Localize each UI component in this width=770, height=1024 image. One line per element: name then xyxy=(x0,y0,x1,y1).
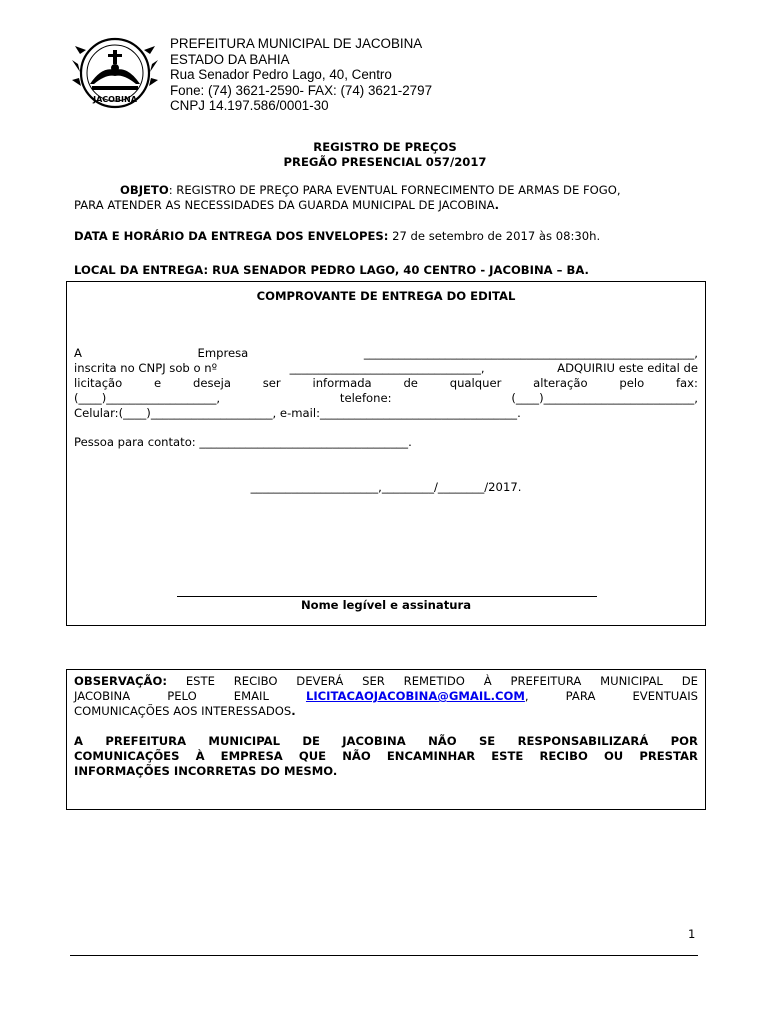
objeto-paragraph: OBJETO: REGISTRO DE PREÇO PARA EVENTUAL FORNECIMENTO DE ARMAS DE FOGO, PARA ATENDER AS NECESSIDADES DA GUARDA MUNICIPAL DE JACOBINA. xyxy=(74,183,621,212)
data-entrega-paragraph xyxy=(74,229,698,244)
cnpj-field[interactable]: _________________________________, xyxy=(289,361,485,375)
comprovante-box xyxy=(66,281,706,626)
date-line[interactable]: ______________________,_________/________/2017. xyxy=(250,480,522,494)
document-title xyxy=(70,140,700,170)
svg-text:JACOBINA: JACOBINA xyxy=(93,95,137,104)
form-row-celular-email[interactable]: Celular:(____)_____________________, e-mail:__________________________________. xyxy=(74,406,521,420)
obs-row-3: COMUNICAÇÕES AOS INTERESSADOS. xyxy=(74,704,296,718)
letterhead xyxy=(170,36,432,114)
warn-row-3: INFORMAÇÕES INCORRETAS DO MESMO. xyxy=(74,764,338,778)
municipal-seal-logo xyxy=(72,36,158,110)
objeto-text-2: PARA ATENDER AS NECESSIDADES DA GUARDA MUNICIPAL DE JACOBINA xyxy=(74,198,495,212)
comprovante-title: COMPROVANTE DE ENTREGA DO EDITAL xyxy=(256,289,516,303)
objeto-label: OBJETO xyxy=(120,183,169,197)
email-link[interactable]: LICITACAOJACOBINA@GMAIL.COM xyxy=(305,689,525,703)
telefone-field[interactable]: (____)__________________________, xyxy=(511,391,698,405)
data-entrega-label: DATA E HORÁRIO DA ENTREGA DOS ENVELOPES: xyxy=(74,229,389,243)
header-estado: ESTADO DA BAHIA xyxy=(170,51,290,67)
warn-row-2: COMUNICAÇÕES À EMPRESA QUE NÃO ENCAMINHAR ESTE RECIBO OU PRESTAR xyxy=(74,749,698,763)
title-pregao: PREGÃO PRESENCIAL 057/2017 xyxy=(283,155,487,169)
signature-line[interactable] xyxy=(177,596,597,597)
footer-divider xyxy=(70,955,698,956)
fax-field[interactable]: (____)___________________, xyxy=(74,391,221,405)
header-phone: Fone: (74) 3621-2590- FAX: (74) 3621-2797 xyxy=(170,82,433,98)
observacao-text xyxy=(74,674,698,719)
form-row-fax-telefone: (____)___________________, telefone: (____)__________________________, xyxy=(74,391,698,405)
obs-row-2: JACOBINA PELO EMAIL LICITACAOJACOBINA@GMAIL.COM, PARA EVENTUAIS xyxy=(74,689,698,703)
page-number: 1 xyxy=(688,927,696,941)
aviso-text xyxy=(74,734,698,779)
data-entrega-value: 27 de setembro de 2017 às 08:30h. xyxy=(388,229,601,243)
form-row-cnpj: inscrita no CNPJ sob o nº _________________________________, ADQUIRIU este edital de xyxy=(74,361,698,375)
observacao-box xyxy=(66,669,706,810)
title-registro: REGISTRO DE PREÇOS xyxy=(313,140,457,154)
signature-label: Nome legível e assinatura xyxy=(300,598,472,612)
obs-row-1: OBSERVAÇÃO: ESTE RECIBO DEVERÁ SER REMETIDO À PREFEITURA MUNICIPAL DE xyxy=(74,674,698,688)
header-address: Rua Senador Pedro Lago, 40, Centro xyxy=(170,67,392,83)
local-entrega: LOCAL DA ENTREGA: RUA SENADOR PEDRO LAGO, 40 CENTRO - JACOBINA – BA. xyxy=(74,263,589,277)
header-cnpj: CNPJ 14.197.586/0001-30 xyxy=(170,98,329,114)
form-row-empresa: A Empresa _________________________________________________________, xyxy=(74,346,698,360)
warn-row-1: A PREFEITURA MUNICIPAL DE JACOBINA NÃO SE RESPONSABILIZARÁ POR xyxy=(74,734,698,748)
header-prefeitura: PREFEITURA MUNICIPAL DE JACOBINA xyxy=(170,36,423,51)
objeto-text-1: : REGISTRO DE PREÇO PARA EVENTUAL FORNECIMENTO DE ARMAS DE FOGO, xyxy=(168,183,621,197)
form-row-licitacao: licitação e deseja ser informada de qualquer alteração pelo fax: xyxy=(74,376,698,390)
contato-field[interactable]: Pessoa para contato: ____________________________________. xyxy=(74,435,412,449)
comprovante-form xyxy=(74,346,698,421)
empresa-field[interactable]: _________________________________________________________, xyxy=(363,346,698,360)
